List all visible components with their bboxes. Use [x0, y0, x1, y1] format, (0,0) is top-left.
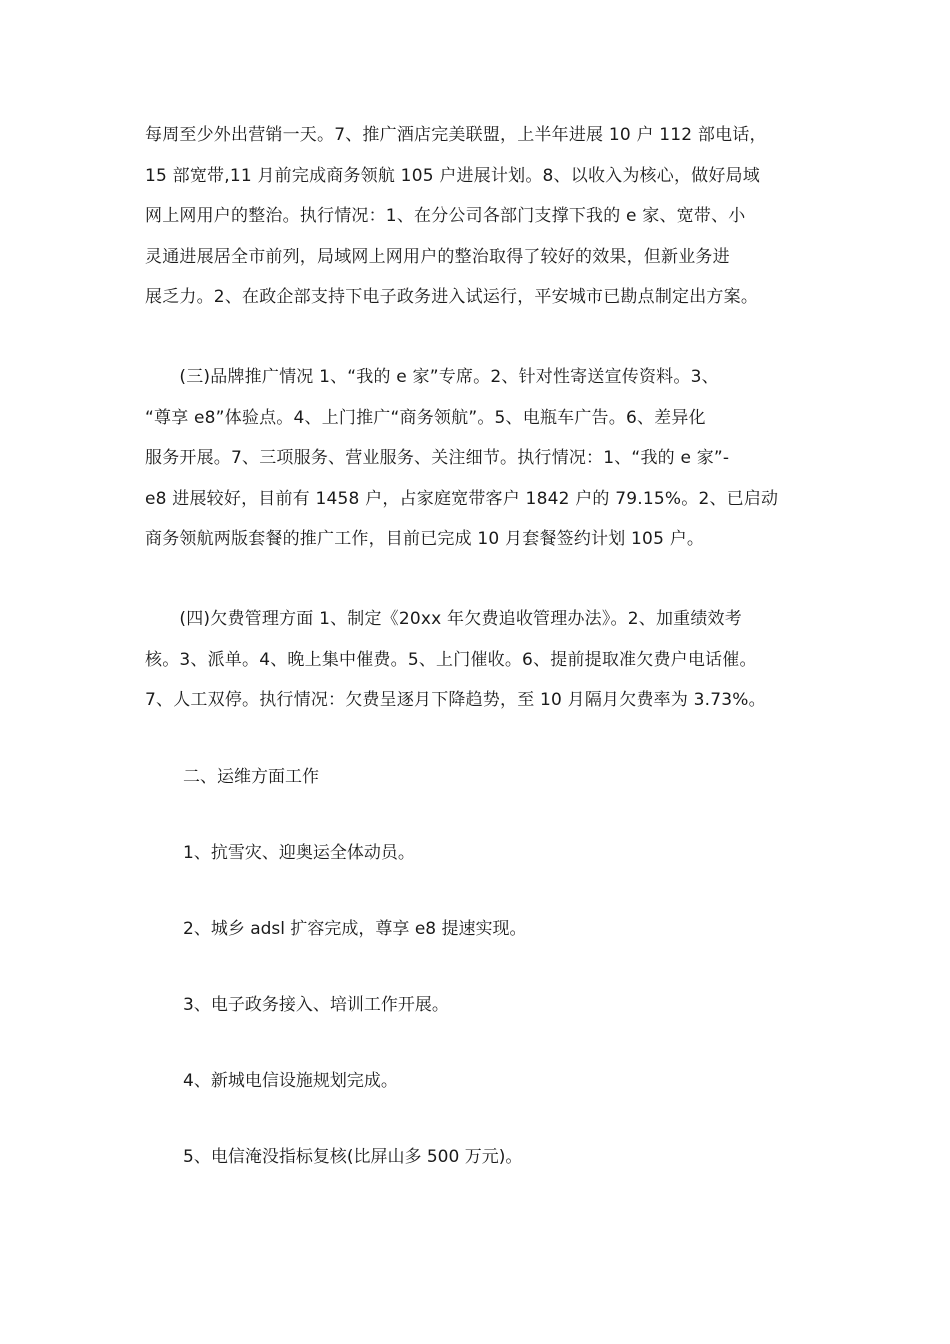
list-item: 5、电信淹没指标复核(比屏山多 500 万元)。 — [183, 1147, 523, 1167]
section-heading: 二、运维方面工作 — [183, 767, 319, 787]
text-line: 商务领航两版套餐的推广工作，目前已完成 10 月套餐签约计划 105 户。 — [145, 529, 705, 549]
text-line: 15 部宽带,11 月前完成商务领航 105 户进展计划。8、以收入为核心，做好局域 — [145, 165, 760, 186]
list-item: 4、新城电信设施规划完成。 — [183, 1071, 398, 1091]
list-item: 3、电子政务接入、培训工作开展。 — [183, 995, 449, 1015]
text-line: 每周至少外出营销一天。7、推广酒店完美联盟，上半年进展 10 户 112 部电话， — [145, 125, 767, 145]
text-line: (三)品牌推广情况 1、“我的 e 家”专席。2、针对性寄送宣传资料。3、 — [145, 367, 719, 387]
text-line: 展乏力。2、在政企部支持下电子政务进入试运行，平安城市已勘点制定出方案。 — [145, 287, 759, 307]
text-line: 服务开展。7、三项服务、营业服务、关注细节。执行情况：1、“我的 e 家”- — [145, 448, 730, 468]
text-line: (四)欠费管理方面 1、制定《20xx 年欠费追收管理办法》。2、加重绩效考 — [145, 609, 742, 629]
list-item: 1、抗雪灾、迎奥运全体动员。 — [183, 843, 415, 863]
paragraph-brand-promotion — [145, 357, 815, 560]
text-line: 网上网用户的整治。执行情况：1、在分公司各部门支撑下我的 e 家、宽带、小 — [145, 206, 746, 226]
list-item: 2、城乡 adsl 扩容完成，尊享 e8 提速实现。 — [183, 919, 527, 939]
text-line: “尊享 e8”体验点。4、上门推广“商务领航”。5、电瓶车广告。6、差异化 — [145, 407, 706, 428]
text-line: e8 进展较好，目前有 1458 户，占家庭宽带客户 1842 户的 79.15%。2、已启动 — [145, 488, 779, 509]
text-line: 灵通进展居全市前列，局域网上网用户的整治取得了较好的效果，但新业务进 — [145, 246, 730, 267]
paragraph-marketing-continued — [145, 115, 815, 318]
text-line: 7、人工双停。执行情况：欠费呈逐月下降趋势，至 10 月隔月欠费率为 3.73%。 — [145, 690, 766, 710]
paragraph-arrears-management — [145, 599, 815, 721]
text-line: 核。3、派单。4、晚上集中催费。5、上门催收。6、提前提取准欠费户电话催。 — [145, 649, 757, 670]
